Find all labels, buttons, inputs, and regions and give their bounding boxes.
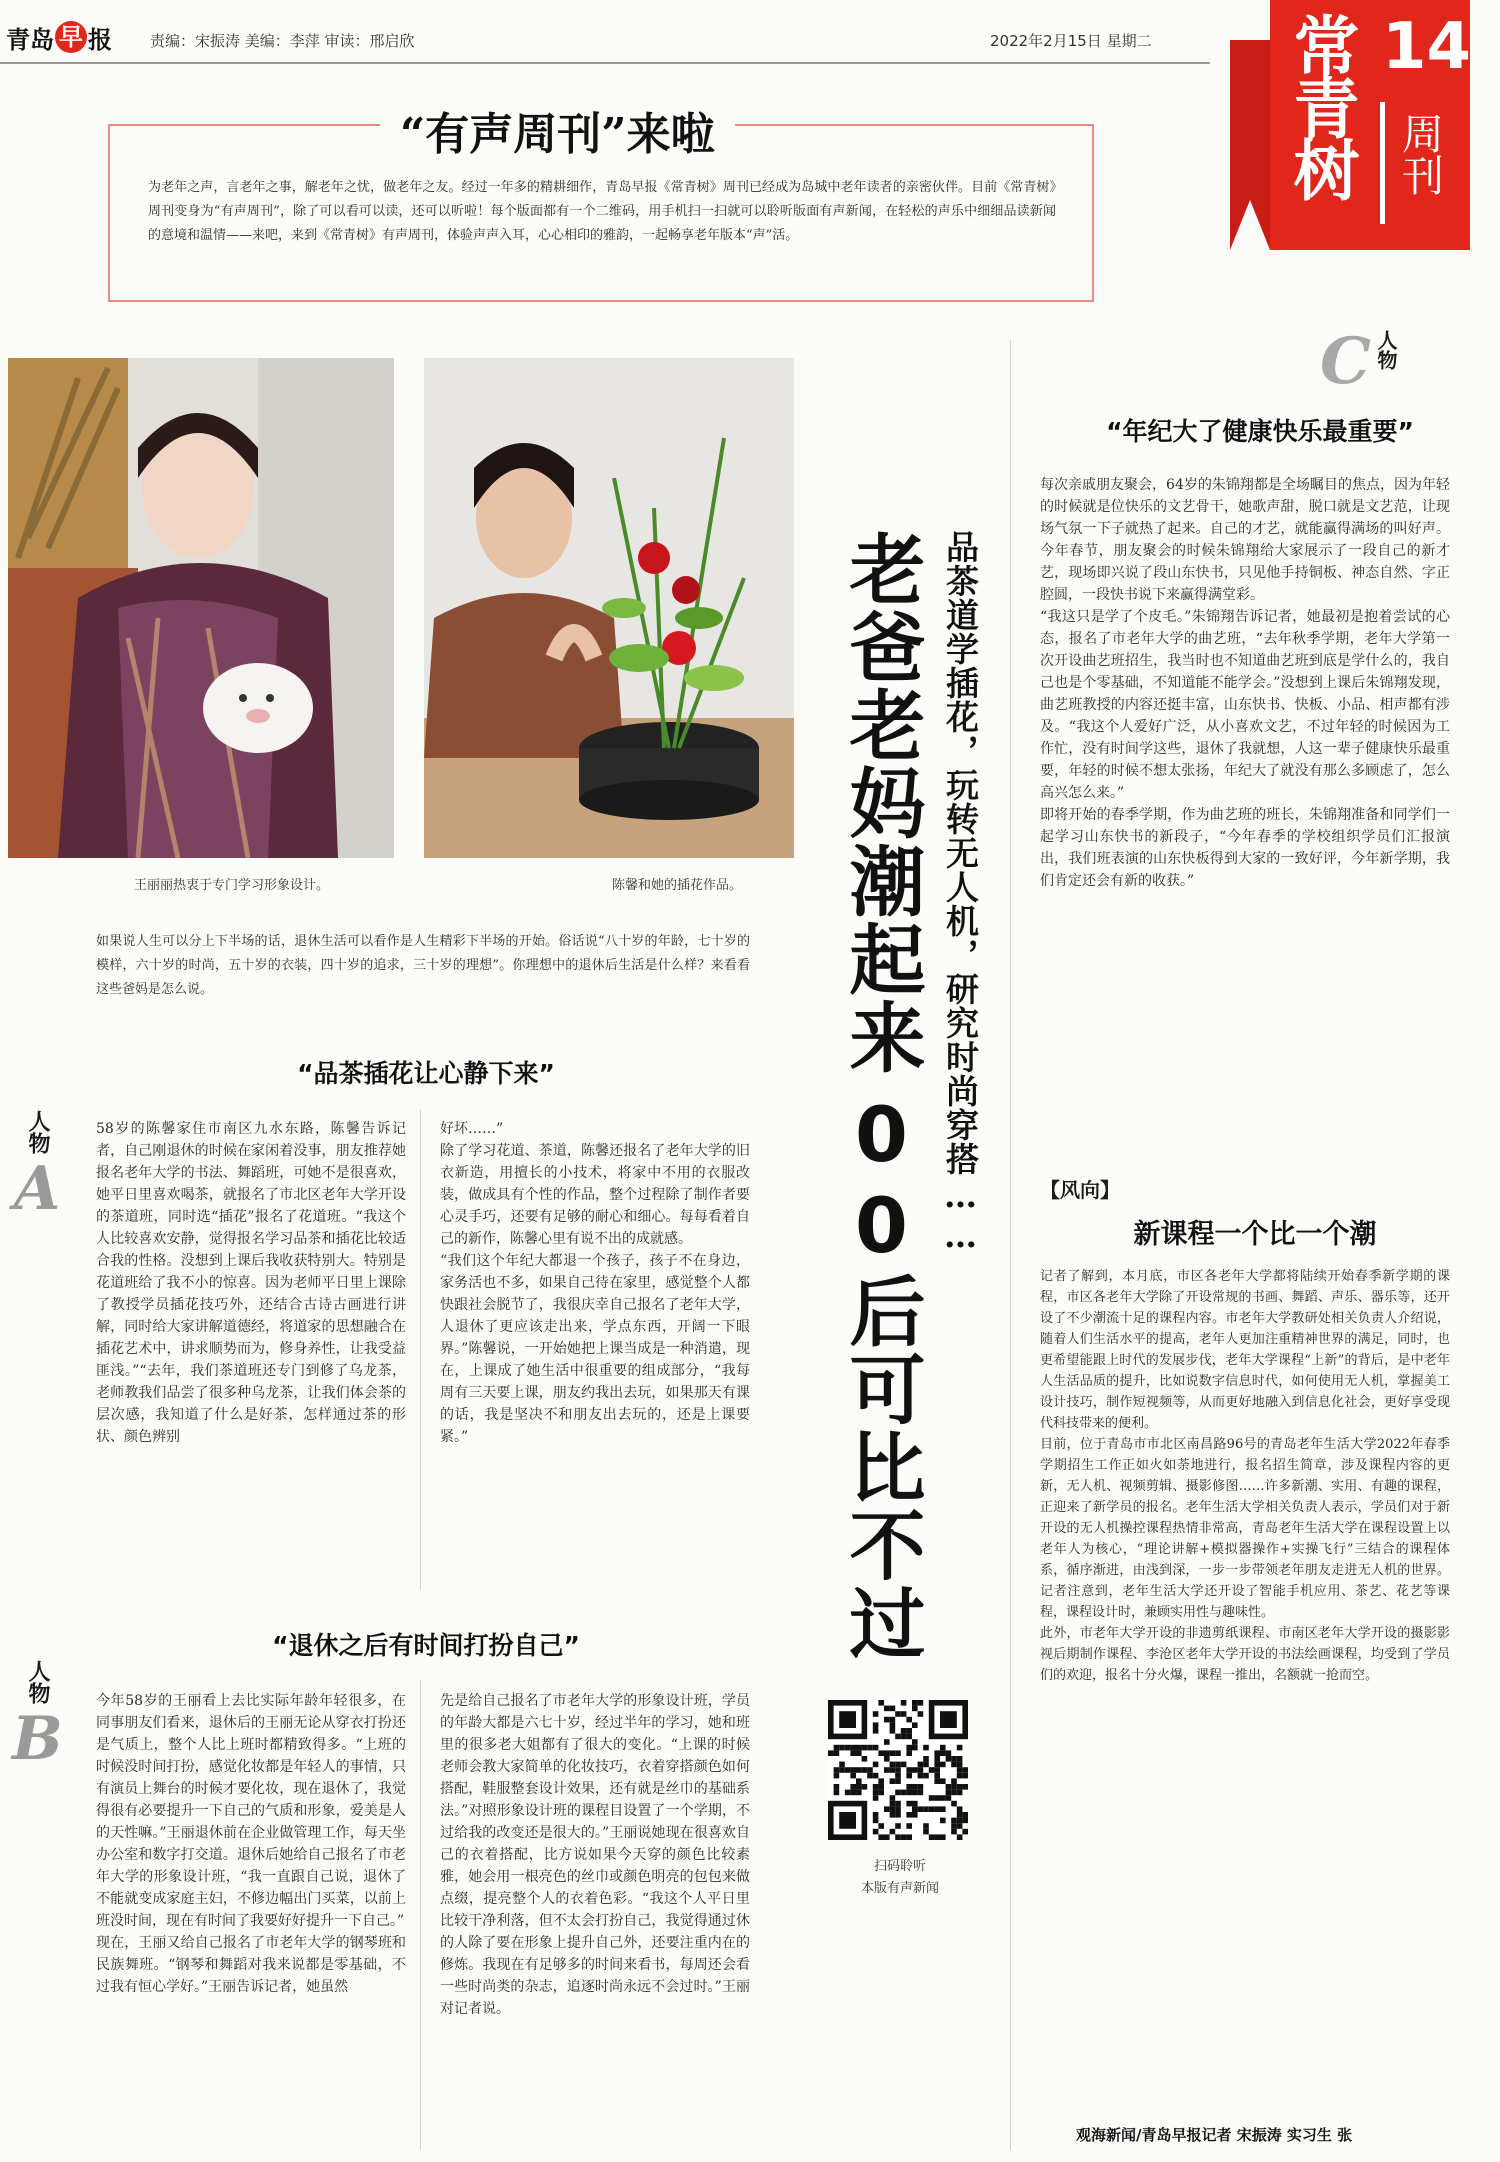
section-b-tag-letter: B [12, 1704, 63, 1774]
paper-logo-right: 报 [88, 25, 112, 54]
main-headline-line1: 老爸老妈潮起来 [837, 530, 926, 1076]
photo-chen-xin-drawing [424, 358, 794, 858]
section-a-tag-letter: A [13, 1154, 61, 1224]
section-b-col1: 今年58岁的王丽看上去比实际年龄年轻很多，在同事朋友们看来，退休后的王丽无论从穿衣打扮还是气质上，整个人比上班时都精致得多。“上班的时候没时间打扮，感觉化妆都是年轻人的事情，只有演员上舞台的时候才要化妆，现在退休了，我觉得很有必要提升一下自己的气质和形象，爱美是人的天性嘛。”王丽退休前在企业做管理工作，每天坐办公室和数字打交道。退休后她给自己报名了市老年大学的形象设计班，“我一直跟自己说，退休了不能就变成家庭主妇，不修边幅出门买菜，以前上班没时间，现在有时间了我要好好提升一下自己。” 现在，王丽又给自己报名了市老年大学的钢琴班和民族舞班。“钢琴和舞蹈对我来说都是零基础，不过我有恒心学好。”王丽告诉记者，她虽然 [96, 1693, 406, 1995]
masthead-weekly-label: 周刊 [1396, 112, 1445, 196]
photo-wang-li-caption: 王丽丽热衷于专门学习形象设计。 [134, 878, 330, 893]
section-b-heading: “退休之后有时间打扮自己” [272, 1631, 580, 1660]
column-divider-a [420, 1110, 421, 1590]
qr-caption: 扫码聆听 本版有声新闻 [860, 1859, 939, 1896]
column-divider-right [1010, 340, 1011, 2150]
masthead-block [1230, 0, 1470, 250]
qr-code[interactable] [828, 1700, 968, 1840]
intro-paragraph: 如果说人生可以分上下半场的话，退休生活可以看作是人生精彩下半场的开始。俗话说“八十岁的年龄，七十岁的模样，六十岁的时尚，五十岁的衣装，四十岁的追求，三十岁的理想”。你理想中的退休后生活是什么样？来看看这些爸妈是怎么说。 [96, 934, 750, 997]
editor-credits: 责编：宋振涛 美编：李萍 审读：邢启欣 [150, 32, 415, 50]
section-a-col1: 58岁的陈馨家住市南区九水东路，陈馨告诉记者，自己刚退休的时候在家闲着没事，朋友推荐她报名老年大学的书法、舞蹈班，可她不是很喜欢，她平日里喜欢喝茶，就报名了市北区老年大学开设的茶道班，同时选“插花”报名了花道班。“我这个人比较喜欢安静，觉得报名学习品茶和插花比较适合我的性格。没想到上课后我收获特别大。特别是花道班给了我不小的惊喜。因为老师平日里上课除了教授学员插花技巧外，还结合古诗古画进行讲解，同时给大家讲解道德经，将道家的思想融合在插花艺术中，讲求顺势而为，修身养性，让我受益匪浅。”“去年，我们茶道班还专门到修了乌龙茶，老师教我们品尝了很多种乌龙茶，让我们体会茶的层次感，我知道了什么是好茶，怎样通过茶的形状、颜色辨别 [96, 1121, 406, 1445]
trend-tag: 【风向】 [1040, 1178, 1120, 1202]
section-a-tag [12, 1110, 62, 1224]
section-c-body: 每次亲戚朋友聚会，64岁的朱锦翔都是全场瞩目的焦点，因为年轻的时候就是位快乐的文艺骨干，她歌声甜，脱口就是文艺范，让现场气氛一下子就热了起来。自己的才艺，就能赢得满场的叫好声。今年春节，朋友聚会的时候朱锦翔给大家展示了一段自己的新才艺，现场即兴说了段山东快书，只见他手持铜板、神态自然、字正腔圆，一段快书说下来赢得满堂彩。 “我这只是学了个皮毛。”朱锦翔告诉记者，她最初是抱着尝试的心态，报名了市老年大学的曲艺班，“去年秋季学期，老年大学第一次开设曲艺班招生，我当时也不知道曲艺班到底是学什么的，我自己也是个零基础，不知道能不能学会。”没想到上课后朱锦翔发现，曲艺班教授的内容还挺丰富，山东快书、快板、小品、相声都有涉及。“我这个人爱好广泛，从小喜欢文艺，不过年轻的时候因为工作忙，没有时间学这些，退休了我就想，人这一辈子健康快乐最重要，年轻的时候不想太张扬，年纪大了就没有那么多顾虑了，怎么高兴怎么来。” 即将开始的春季学期，作为曲艺班的班长，朱锦翔准备和同学们一起学习山东快书的新段子，“今年春季的学校组织学员们汇报演出，我们班表演的山东快板得到大家的一致好评，今年新学期，我们肯定还会有新的收获。” [1040, 477, 1450, 889]
section-a-tag-label: 人物 [25, 1110, 50, 1154]
masthead-page-number: 14 [1382, 10, 1472, 84]
paper-logo [6, 20, 112, 54]
section-b-col2: 先是给自己报名了市老年大学的形象设计班，学员的年龄大都是六七十岁，经过半年的学习，她和班里的很多老大姐都有了很大的变化。“上课的时候老师会教大家简单的化妆技巧，衣着穿搭颜色如何搭配，鞋服整套设计效果，还有就是丝巾的基础系法。”对照形象设计班的课程目设置了一个学期，不过给我的改变还是很大的。”王丽说她现在很喜欢自己的衣着搭配，比方说如果今天穿的颜色比较素雅，她会用一根亮色的丝巾或颜色明亮的包包来做点缀，提亮整个人的衣着色彩。“我这个人平日里比较干净利落，但不太会打扮自己，我觉得通过休的人除了要在形象上提升自己外，还要注重内在的修炼。我现在有足够多的时间来看书，每周还会看一些时尚类的杂志，追逐时尚永远不会过时。”王丽对记者说。 [440, 1693, 750, 2017]
header-divider [0, 62, 1210, 64]
trend-byline: 观海新闻/青岛早报记者 宋振涛 实习生 张 [1076, 2126, 1353, 2144]
section-b-tag [12, 1660, 62, 1774]
banner-body: 为老年之声，言老年之事，解老年之忧，做老年之友。经过一年多的精耕细作，青岛早报《常青树》周刊已经成为岛城中老年读者的亲密伙伴。目前《常青树》周刊变身为“有声周刊”，除了可以看可以读，还可以听啦！每个版面都有一个二维码，用手机扫一扫就可以聆听版面有声新闻，在轻松的声乐中细细品读新闻的意境和温情——来吧，来到《常青树》有声周刊，体验声声入耳，心心相印的雅韵，一起畅享老年版本“声”活。 [148, 180, 1056, 243]
section-c-tag-label: 人物 [1373, 330, 1398, 370]
trend-body: 记者了解到，本月底，市区各老年大学都将陆续开始春季新学期的课程，市区各老年大学除了开设常规的书画、舞蹈、声乐、器乐等，还开设了不少潮流十足的课程内容。市老年大学教研处相关负责人介绍说，随着人们生活水平的提高，老年人更加注重精神世界的满足，同时，也更希望能跟上时代的发展步伐，老年大学课程“上新”的背后，是中老年人生活品质的提升，比如说数字信息时代，如何使用无人机，掌握美工设计技巧，制作短视频等，从而更好地融入到信息化社会，更好享受现代科技带来的便利。 目前，位于青岛市市北区南昌路96号的青岛老年生活大学2022年春季学期招生工作正如火如荼地进行，报名招生简章，涉及课程内容的更新，无人机、视频剪辑、摄影修图……许多新潮、实用、有趣的课程，正迎来了新学员的报名。老年生活大学相关负责人表示，学员们对于新开设的无人机操控课程热情非常高，青岛老年生活大学在课程设置上以老年人为核心，“理论讲解+模拟器操作+实操飞行”三结合的课程体系，循序渐进，由浅到深，一步一步带领老年朋友走进无人机的世界。记者注意到，老年生活大学还开设了智能手机应用、茶艺、花艺等课程，课程设计时，兼顾实用性与趣味性。 此外，市老年大学开设的非遗剪纸课程、市南区老年大学开设的摄影影视后期制作课程、李沧区老年大学开设的书法绘画课程，均受到了学员们的欢迎，报名十分火爆，课程一推出，名额就一抢而空。 [1040, 1269, 1450, 1683]
photo-wang-li-drawing [8, 358, 394, 858]
photo-wang-li [8, 358, 394, 858]
section-a-heading: “品茶插花让心静下来” [297, 1059, 555, 1088]
main-headline-line2: 00后可比不过 [837, 1090, 926, 1662]
section-c-tag-letter: C [1320, 324, 1371, 399]
headline-subtitle: 品茶道学插花，玩转无人机，研究时尚穿搭…… [941, 530, 980, 1256]
audio-weekly-banner [108, 109, 1094, 302]
masthead-section-title: 常青树 [1282, 12, 1359, 198]
banner-title: “有声周刊”来啦 [380, 98, 735, 162]
trend-heading: 新课程一个比一个潮 [1133, 1219, 1377, 1250]
masthead-divider [1380, 102, 1385, 224]
section-a-col2: 好坏……” 除了学习花道、茶道，陈馨还报名了老年大学的旧衣新造，用擅长的小技术，将家中不用的衣服改装，做成具有个性的作品，整个过程除了制作者要心灵手巧，还要有足够的耐心和细心。每每看着自己的新作，陈馨心里有说不出的成就感。 “我们这个年纪大都退一个孩子，孩子不在身边，家务活也不多，如果自己待在家里，感觉整个人都快跟社会脱节了，我很庆幸自己报名了老年大学，人退休了更应该走出来，学点东西，开阔一下眼界。”陈馨说，一开始她把上课当成是一种消遣，现在，上课成了她生活中很重要的组成部分，“我每周有三天要上课，朋友约我出去玩，如果那天有课的话，我是坚决不和朋友出去玩的，还是上课要紧。” [440, 1121, 750, 1445]
section-c-tag [1320, 324, 1398, 400]
photo-chen-xin-caption: 陈馨和她的插花作品。 [612, 878, 743, 893]
qr-code-pattern [828, 1700, 968, 1840]
section-b-tag-label: 人物 [25, 1660, 50, 1704]
photo-chen-xin [424, 358, 794, 858]
paper-logo-mid: 早 [55, 21, 87, 53]
paper-logo-left: 青岛 [6, 25, 54, 54]
column-divider-b [420, 1680, 421, 2150]
issue-date: 2022年2月15日 星期二 [990, 32, 1152, 50]
section-c-heading: “年纪大了健康快乐最重要” [1106, 417, 1414, 446]
